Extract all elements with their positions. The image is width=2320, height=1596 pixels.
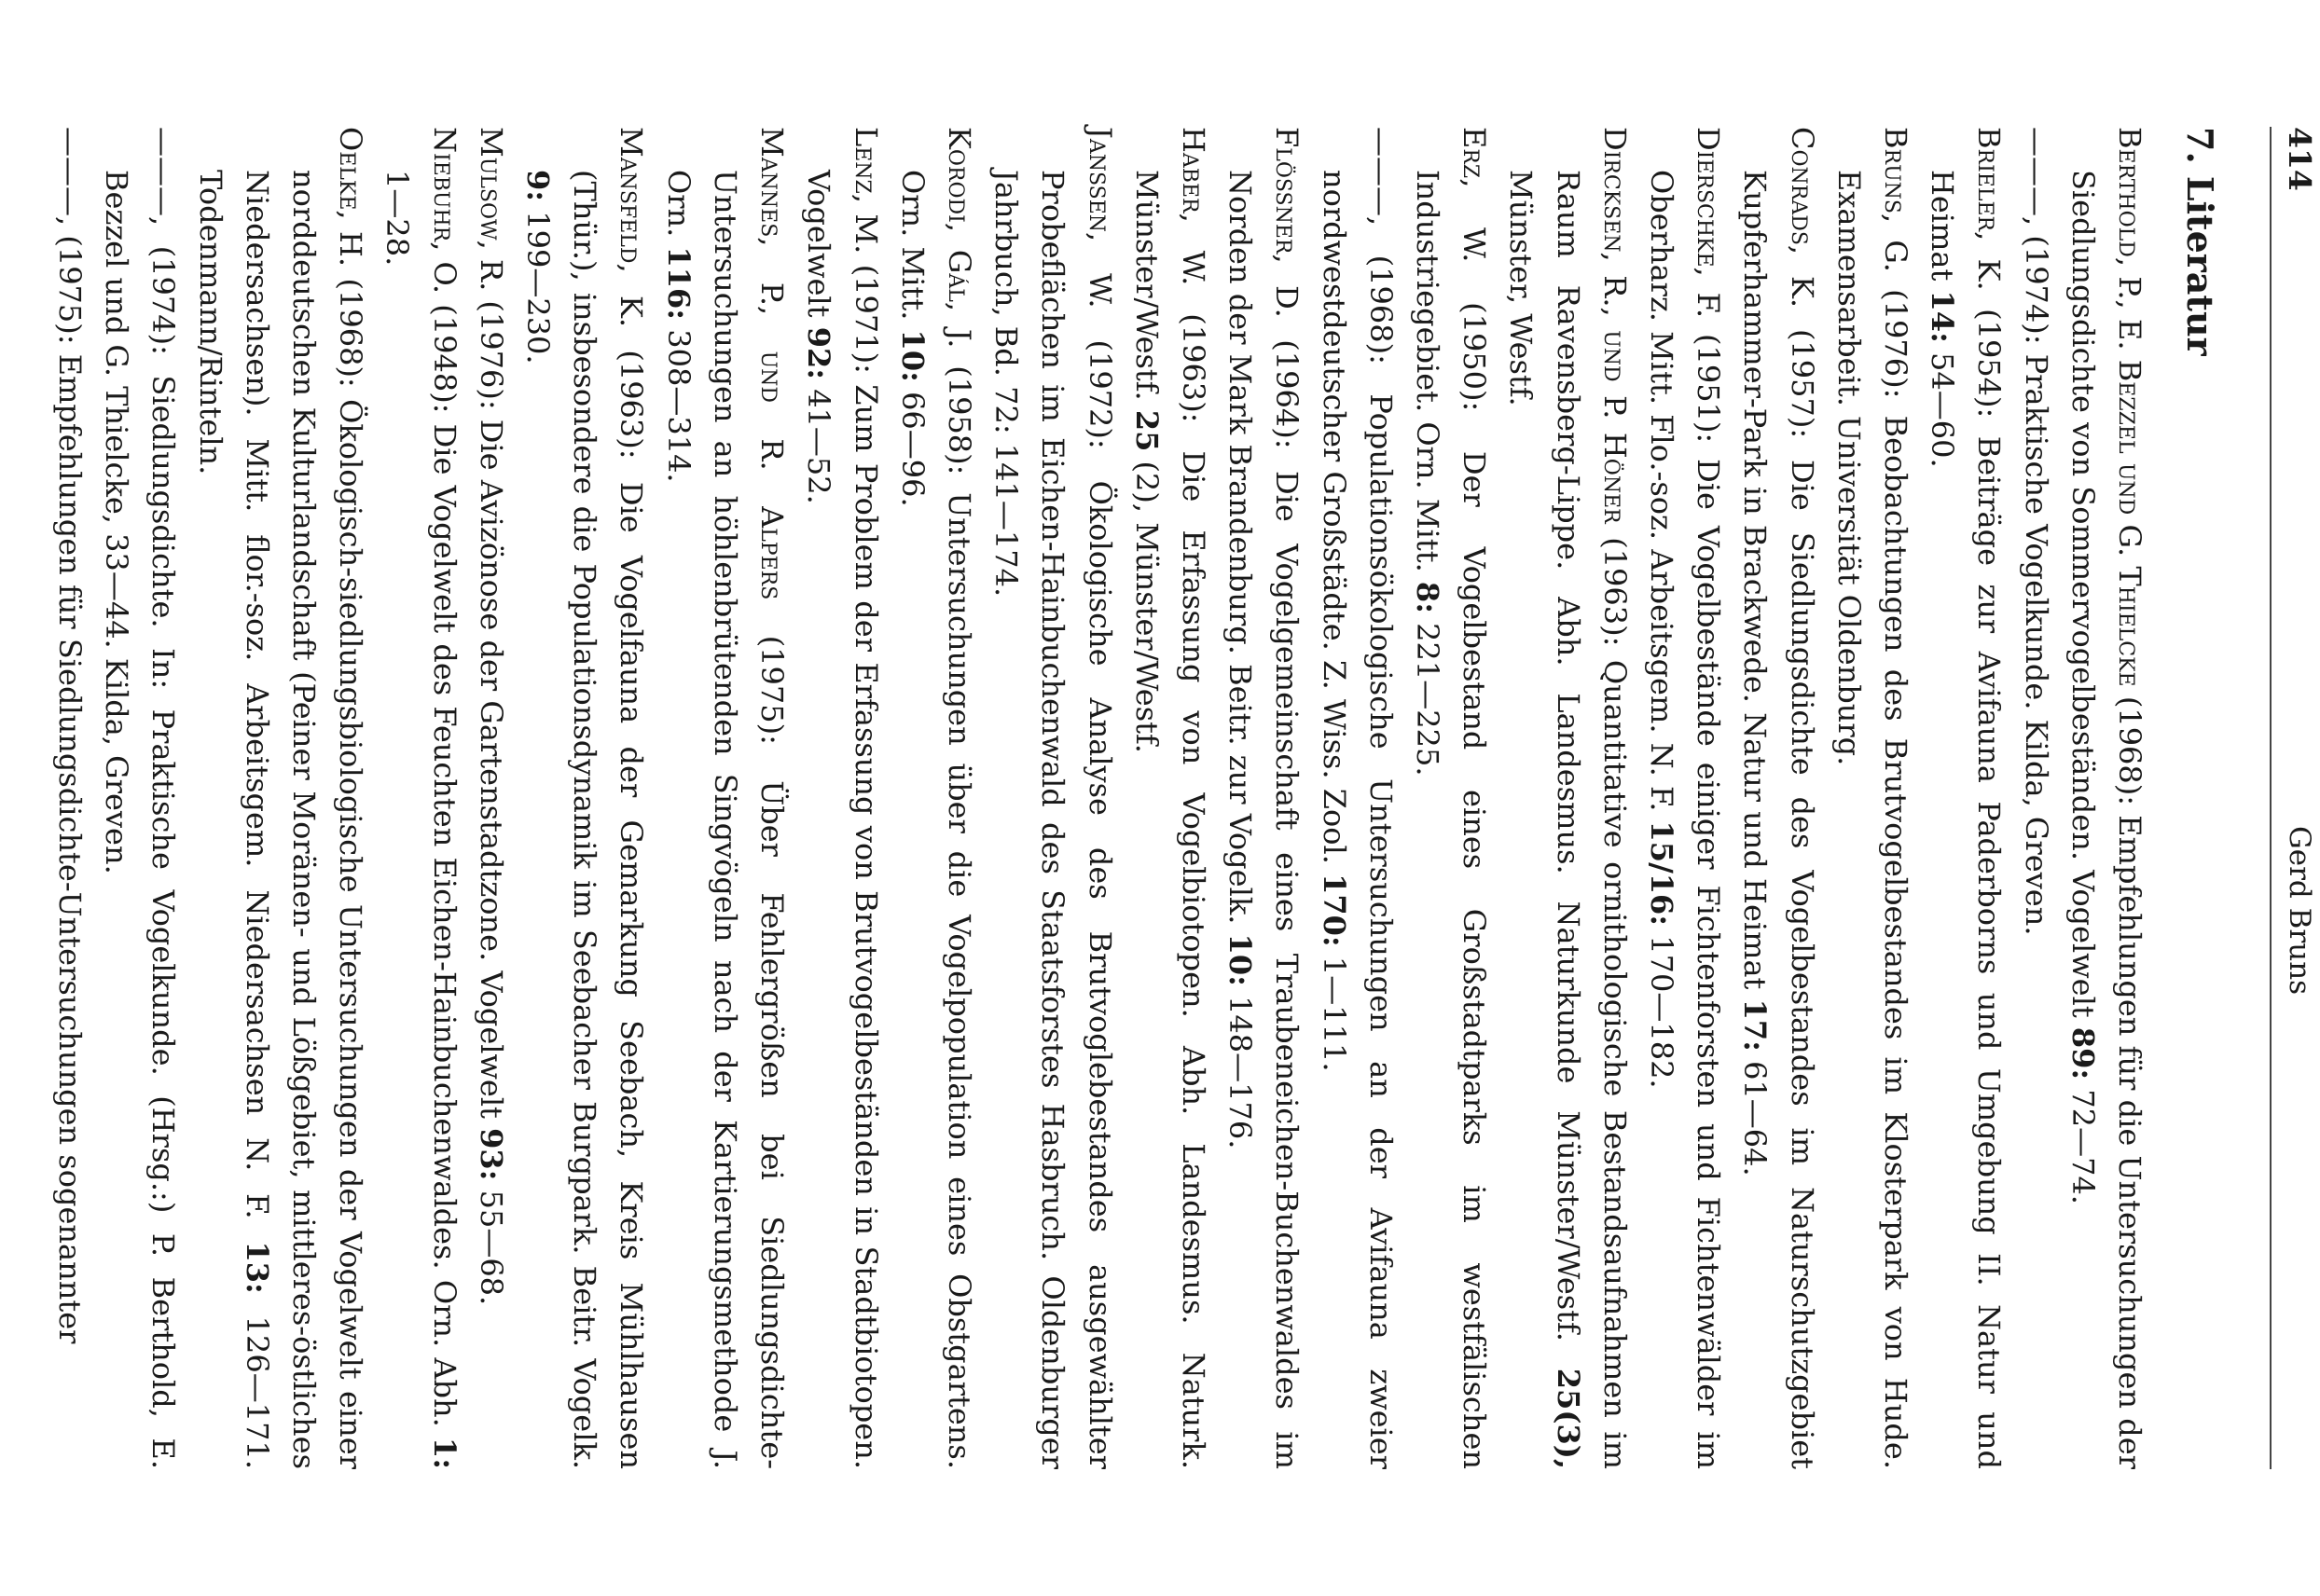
reference-text: (1972): Ökologische Analyse des Brutvoglebestandes ausgewählter Probeflächen im Eichen-Hainbuchenwald des Staatsforstes Hasbruch. Oldenburger Jahrbuch, Bd. 72: 141—174. [988,170,1118,1470]
reference-entry [2060,127,2153,1469]
reference-volume: 15/16: [1643,820,1679,927]
reference-author: Oelke, H. [333,127,369,268]
reference-text: (1963): Die Vogelfauna der Gemarkung Seebach, Kreis Mühlhausen (Thür.), insbesondere die Populationsdynamik im Seebacher Burgpark. Beitr. Vogelk. [567,170,650,1470]
reference-entry [1826,127,1919,1469]
reference-entry [890,127,983,1469]
reference-author: Bruns, G. [1877,127,1913,272]
reference-pages: 148—176. [1222,985,1259,1149]
reference-pages: 66—96. [894,381,931,507]
reference-entry [468,127,515,1469]
running-header [2270,127,2320,1469]
reference-entry [2012,127,2059,1469]
section-title: 7. Literatur [2179,127,2221,356]
reference-author: Conrads, K. [1784,127,1820,309]
reference-author: ——— [1362,127,1399,216]
reference-author: Dircksen, R., und P. Höner [1596,127,1633,524]
reference-text: (1968): Empfehlungen für die Untersuchungen der Siedlungsdichte von Sommervogelbeständen. Vogelwelt [2065,170,2147,1469]
reference-text: (1963): Quantitative ornithologische Bestandsaufnahmen im Raum Ravensberg-Lippe. Abh. Landesmus. Naturkunde Münster/Westf. [1550,170,1633,1470]
reference-text: (1951): Die Vogelbestände einiger Fichtenforsten und Fichtenwälder im Oberharz. Mitt. Flo.-soz. Arbeitsgem. N. F. [1643,170,1727,1470]
reference-author: Mansfeld, K. [614,127,650,328]
reference-pages: 221—225. [1409,613,1445,777]
reference-text: (1958): Untersuchungen über die Vogelpopulation eines Obstgartens. Orn. Mitt. [894,170,977,1469]
reference-entry [47,127,93,1469]
reference-pages: 54—60. [1925,342,1961,468]
reference-pages: 170—182. [1643,926,1679,1089]
reference-volume: 13: [239,1241,275,1294]
reference-author: ——— [52,127,89,216]
reference-text: (1954): Beiträge zur Avifauna Paderborns und Umgebung II. Natur und Heimat [1925,170,2008,1469]
reference-entry [1638,127,1732,1469]
reference-text: (1957): Die Siedlungsdichte des Vogelbestandes im Naturschutzgebiet Kupferhammer-Park in Brackwede. Natur und Heimat [1737,170,1820,1469]
reference-author: Mulsow, R. [473,127,509,292]
reference-entry [795,127,889,1469]
reference-volume: 9: [520,170,557,202]
page-number: 414 [2282,127,2318,191]
reference-pages: 308—314. [660,320,697,483]
reference-volume: 92: [801,326,837,380]
reference-pages: Münster, Westf. [1503,170,1540,406]
reference-volume: 17: [1737,998,1774,1052]
reference-text: (1948): Die Vogelwelt des Feuchten Eichen-Hainbuchenwaldes. Orn. Abh. [426,294,463,1438]
reference-entry [1732,127,1825,1469]
reference-text: (1975): Über Fehlergrößen bei Siedlungsdichte-Untersuchungen an höhlenbrütenden Singvögeln nach der Kartierungsmethode J. Orn. [660,170,791,1470]
reference-author: Haber, W. [1175,127,1211,286]
reference-pages: 55—68. [473,1180,509,1306]
reference-author: Brieler, K. [1971,127,2008,291]
reference-text: , (1974): Siedlungsdichte. In: Praktische Vogelkunde. (Hrsg.:) P. Berthold, E. Bezzel und G. Thielcke, 33—44. Kilda, Greven. [99,170,182,1469]
reference-pages: 72—74. [2065,1080,2101,1204]
reference-text: , (1968): Populationsökologische Untersuchungen an der Avifauna zweier nordwestdeutscher Großstädte. Z. Wiss. Zool. [1316,170,1399,1469]
reference-author: Erz, W. [1457,127,1493,263]
reference-text: (1963): Die Erfassung von Vogelbiotopen. Abh. Landesmus. Naturk. Münster/Westf. [1128,170,1211,1469]
reference-text: (1976): Beobachtungen des Brutvogelbestandes im Klosterpark von Hude. Examensarbeit. Universität Oldenburg. [1830,170,1913,1469]
reference-entry [1124,127,1217,1469]
reference-volume: 93: [473,1128,509,1181]
reference-text: (1968): Ökologisch-siedlungsbiologische Untersuchungen der Vogelwelt einer norddeutschen Kulturlandschaft (Peiner Moränen- und Lößgebiet, mittleres-östliches Niedersachsen). Mitt. flor.-soz. Arbeitsgem. Niedersachsen N. F. [239,170,369,1470]
reference-text: (1964): Die Vogelgemeinschaft eines Traubeneichen-Buchenwaldes im Norden der Mark Brandenburg. Beitr. zur Vogelk. [1222,170,1305,1470]
reference-entry [656,127,796,1469]
reference-pages: 1—111. [1316,946,1352,1072]
reference-pages: 126—171. Todenmann/Rinteln. [192,170,275,1470]
reference-author: Mannes, P., und R. Alpers [754,127,791,600]
reference-pages: 199—230. [520,201,557,365]
reference-text: (1976): Die Avizönose der Gartenstadtzone. Vogelwelt [473,291,509,1129]
reference-volume: 10: [894,329,931,382]
reference-volume: 25 [1128,409,1165,452]
reference-entry [374,127,467,1469]
reference-volume: 170: [1316,874,1352,947]
reference-volume: 1: [426,1437,463,1469]
reference-author: Janssen, W. [1082,127,1118,309]
reference-entry [515,127,656,1469]
reference-entry [1404,127,1498,1469]
reference-text: , (1975): Empfehlungen für Siedlungsdichte-Untersuchungen sogenannter [52,216,89,1344]
reference-volume: 116: [660,246,697,321]
reference-volume: 8: [1409,581,1445,613]
reference-volume: 10: [1222,933,1259,986]
reference-text: , (1974): Praktische Vogelkunde. Kilda, Greven. [2018,216,2054,936]
reference-entry [983,127,1124,1469]
reference-author: ——— [145,127,182,216]
reference-author: ——— [2018,127,2054,216]
reference-pages: 61—64. [1737,1051,1774,1176]
reference-volume: 89: [2065,1026,2101,1080]
reference-text: (1971): Zum Problem der Erfassung von Brutvogelbeständen in Stadtbiotopen. Vogelwelt [801,170,884,1469]
reference-volume: 25(3), [1550,1368,1586,1469]
reference-list [47,127,2153,1469]
book-page [52,127,2320,1470]
running-head-author: Gerd Bruns [2283,826,2316,996]
reference-pages: 41—52. [801,379,837,504]
reference-author: Berthold, P., E. Bezzel und G. Thielcke [2112,127,2147,687]
reference-author: Korodi, Gál, J. [941,127,977,349]
reference-author: Niebuhr, O. [426,127,463,295]
reference-entry [93,127,186,1469]
reference-entry [1919,127,2012,1469]
reference-text: (1950): Der Vogelbestand eines Großstadtparks im westfälischen Industriegebiet. Orn. Mitt. [1409,170,1493,1469]
reference-entry [1498,127,1638,1469]
reference-author: Lenz, M. [848,127,884,255]
reference-pages: (2), Münster/Westf. [1128,451,1165,753]
reference-pages: 1—28. [380,170,416,267]
reference-entry [1217,127,1310,1469]
reference-entry [186,127,374,1469]
reference-author: Dierschke, F. [1691,127,1727,319]
reference-volume: 14: [1925,290,1961,343]
reference-author: Flössner, D. [1269,127,1305,318]
reference-entry [1310,127,1403,1469]
